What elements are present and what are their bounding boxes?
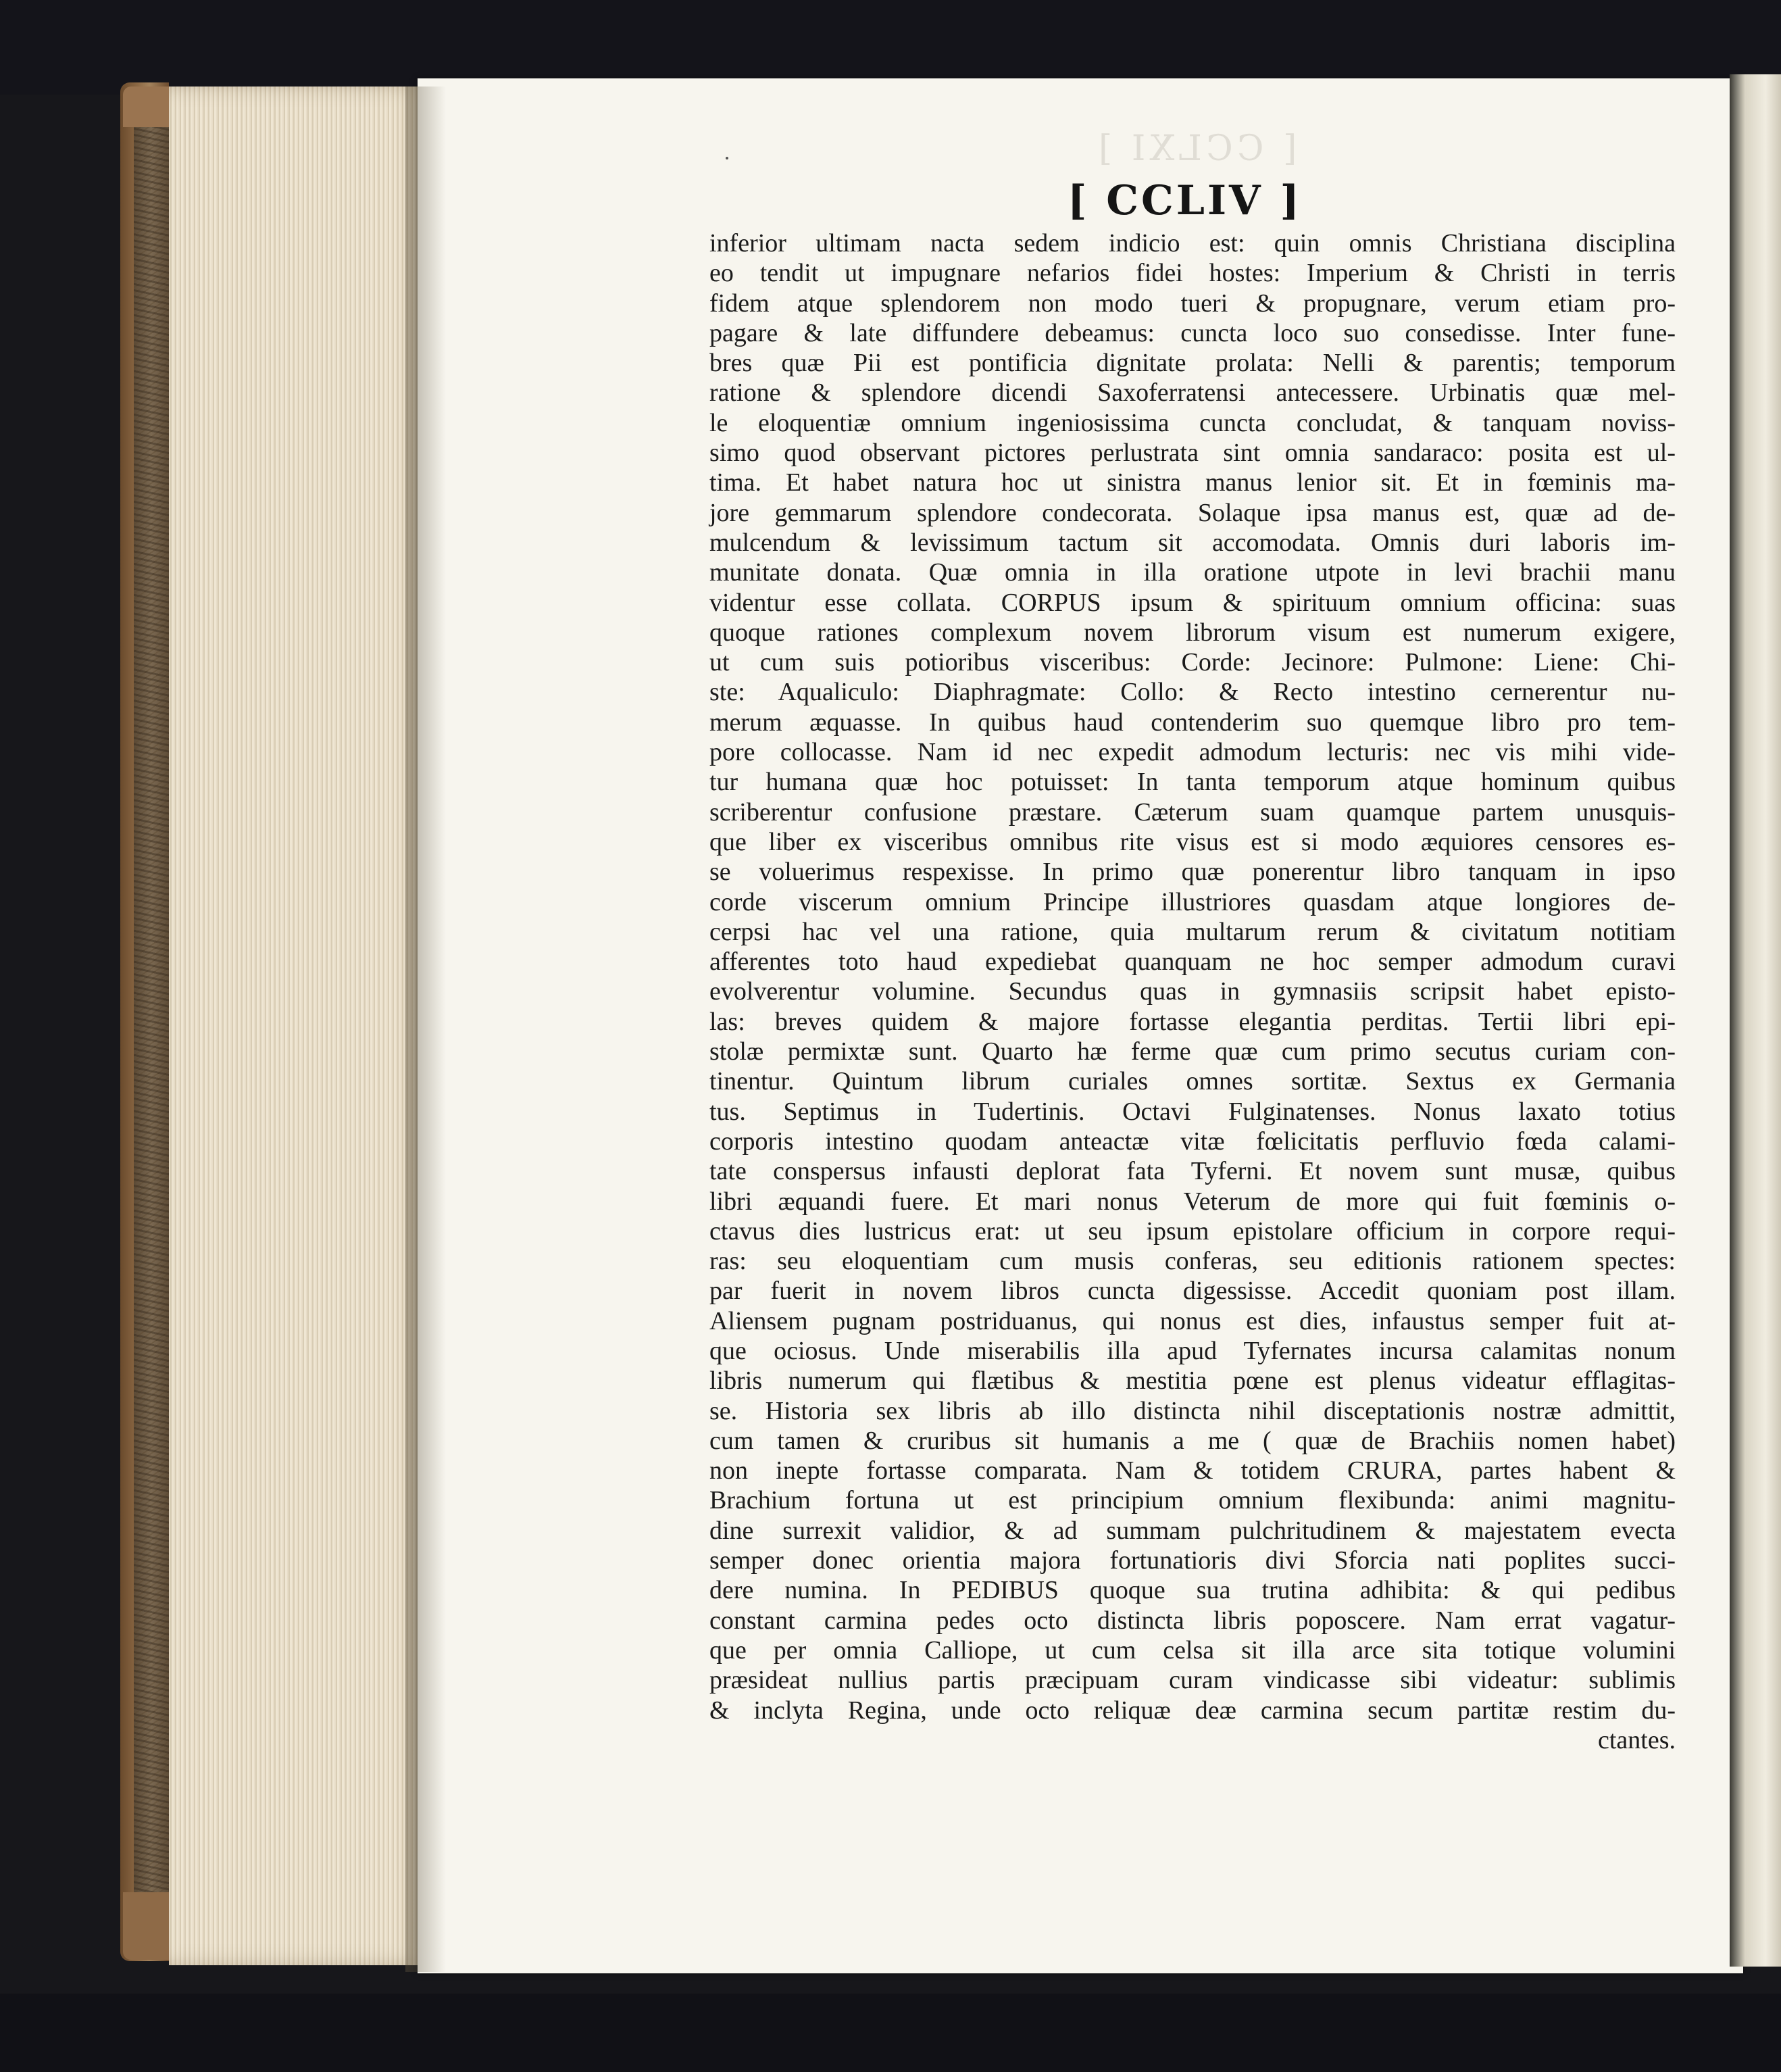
dark-backdrop-bottom	[0, 1994, 1781, 2072]
text-line: bres quæ Pii est pontificia dignitate prolata: Nelli & parentis; temporum	[709, 349, 1676, 378]
text-line: constant carmina pedes octo distincta libris poposcere. Nam errat vagatur-	[709, 1606, 1676, 1635]
text-line: que ociosus. Unde miserabilis illa apud Tyfernates incursa calamitas nonum	[709, 1336, 1676, 1365]
text-line: ratione & splendore dicendi Saxoferratensi antecessere. Urbinatis quæ mel-	[709, 378, 1676, 408]
text-line: libris numerum qui flætibus & mestitia pœne est plenus videatur efflagitas-	[709, 1366, 1676, 1396]
text-line: merum æquasse. In quibus haud contenderim suo quemque libro pro tem-	[709, 708, 1676, 737]
text-line: cum tamen & cruribus sit humanis a me ( quæ de Brachiis nomen habet)	[709, 1426, 1676, 1455]
text-line: dere numina. In PEDIBUS quoque sua trutina adhibita: & qui pedibus	[709, 1576, 1676, 1605]
text-line: ste: Aqualiculo: Diaphragmate: Collo: & Recto intestino cernerentur nu-	[709, 678, 1676, 707]
text-line: stolæ permixtæ sunt. Quarto hæ ferme quæ cum primo secutus curiam con-	[709, 1037, 1676, 1066]
text-line: que liber ex visceribus omnibus rite visus est si modo æquiores censores es-	[709, 827, 1676, 856]
text-line: par fuerit in novem libros cuncta digessisse. Accedit quoniam post illam.	[709, 1277, 1676, 1306]
facing-page-edge	[1730, 74, 1781, 1967]
text-line: tinentur. Quintum librum curiales omnes sortitæ. Sextus ex Germania	[709, 1067, 1676, 1096]
text-line: corde viscerum omnium Principe illustriores quasdam atque longiores de-	[709, 887, 1676, 916]
text-line: se voluerimus respexisse. In primo quæ ponerentur libro tanquam in ipso	[709, 858, 1676, 887]
ink-speck	[726, 157, 728, 159]
body-text	[709, 228, 1676, 1755]
text-line: inferior ultimam nacta sedem indicio est: quin omnis Christiana disciplina	[709, 229, 1676, 257]
text-line: munitate donata. Quæ omnia in illa oratione utpote in levi brachii manu	[709, 558, 1676, 587]
text-line: se. Historia sex libris ab illo distincta nihil disceptationis nostræ admittit,	[709, 1396, 1676, 1425]
leather-corner-top	[123, 87, 170, 127]
text-line: & inclyta Regina, unde octo reliquæ deæ carmina secum partitæ restim du-	[709, 1696, 1676, 1725]
text-line: eo tendit ut impugnare nefarios fidei hostes: Imperium & Christi in terris	[709, 259, 1676, 288]
text-line: quoque rationes complexum novem librorum visum est numerum exigere,	[709, 618, 1676, 647]
text-line: ras: seu eloquentiam cum musis conferas, seu editionis rationem spectes:	[709, 1247, 1676, 1276]
text-line: libri æquandi fuere. Et mari nonus Veterum de more qui fuit fœminis o-	[709, 1187, 1676, 1216]
text-line: tus. Septimus in Tudertinis. Octavi Fulginatenses. Nonus laxato totius	[709, 1097, 1676, 1126]
gutter-shadow	[405, 87, 446, 1972]
text-line: afferentes toto haud expediebat quanquam ne hoc semper admodum curavi	[709, 947, 1676, 977]
text-line: ut cum suis potioribus visceribus: Corde: Jecinore: Pulmone: Liene: Chi-	[709, 648, 1676, 677]
text-line: le eloquentiæ omnium ingeniosissima cuncta concludat, & tanquam noviss-	[709, 408, 1676, 437]
text-line: tate conspersus infausti deplorat fata Tyferni. Et novem sunt musæ, quibus	[709, 1157, 1676, 1186]
text-line: scriberentur confusione præstare. Cæterum suam quamque partem unusquis-	[709, 797, 1676, 827]
text-line: tur humana quæ hoc potuisset: In tanta temporum atque hominum quibus	[709, 768, 1676, 797]
text-line: jore gemmarum splendore condecorata. Solaque ipsa manus est, quæ ad de-	[709, 498, 1676, 527]
text-line: pore collocasse. Nam id nec expedit admodum lecturis: nec vis mihi vide-	[709, 738, 1676, 767]
marbled-cover-board	[134, 122, 169, 1933]
text-line: dine surrexit validior, & ad summam pulchritudinem & majestatem evecta	[709, 1516, 1676, 1545]
catchword: ctantes.	[1597, 1725, 1676, 1754]
page-block-edge	[169, 87, 426, 1965]
text-line: fidem atque splendorem non modo tueri & propugnare, verum etiam pro-	[709, 289, 1676, 318]
text-line: Aliensem pugnam postriduanus, qui nonus est dies, infaustus semper fuit at-	[709, 1306, 1676, 1335]
text-line: pagare & late diffundere debeamus: cuncta loco suo consedisse. Inter fune-	[709, 318, 1676, 347]
text-line: corporis intestino quodam anteactæ vitæ fœlicitatis perfluvio fœda calami-	[709, 1127, 1676, 1156]
leather-corner-bottom	[123, 1892, 170, 1960]
text-line: que per omnia Calliope, ut cum celsa sit illa arce sita totique volumini	[709, 1635, 1676, 1664]
text-line: cerpsi hac vel una ratione, quia multarum rerum & civitatum notitiam	[709, 917, 1676, 946]
text-line: ctavus dies lustricus erat: ut seu ipsum epistolare officium in corpore requi-	[709, 1216, 1676, 1245]
text-line: præsideat nullius partis præcipuam curam vindicasse sibi videatur: sublimis	[709, 1666, 1676, 1695]
text-line: las: breves quidem & majore fortasse elegantia perditas. Tertii libri epi-	[709, 1007, 1676, 1036]
text-line: non inepte fortasse comparata. Nam & totidem CRURA, partes habent &	[709, 1456, 1676, 1485]
page-number-header: [ CCLIV ]	[1068, 177, 1302, 224]
text-line: videntur esse collata. CORPUS ipsum & spirituum omnium officina: suas	[709, 588, 1676, 617]
text-line: simo quod observant pictores perlustrata sint omnia sandaraco: posita est ul-	[709, 439, 1676, 468]
text-line: tima. Et habet natura hoc ut sinistra manus lenior sit. Et in fœminis ma-	[709, 468, 1676, 497]
text-line: semper donec orientia majora fortunatioris divi Sforcia nati poplites succi-	[709, 1546, 1676, 1575]
text-line: Brachium fortuna ut est principium omnium flexibunda: animi magnitu-	[709, 1486, 1676, 1515]
text-line: mulcendum & levissimum tactum sit accomodata. Omnis duri laboris im-	[709, 528, 1676, 557]
bleed-through-header: [ CCLXI ]	[1095, 128, 1297, 169]
text-line: evolverentur volumine. Secundus quas in gymnasiis scripsit habet episto-	[709, 977, 1676, 1006]
